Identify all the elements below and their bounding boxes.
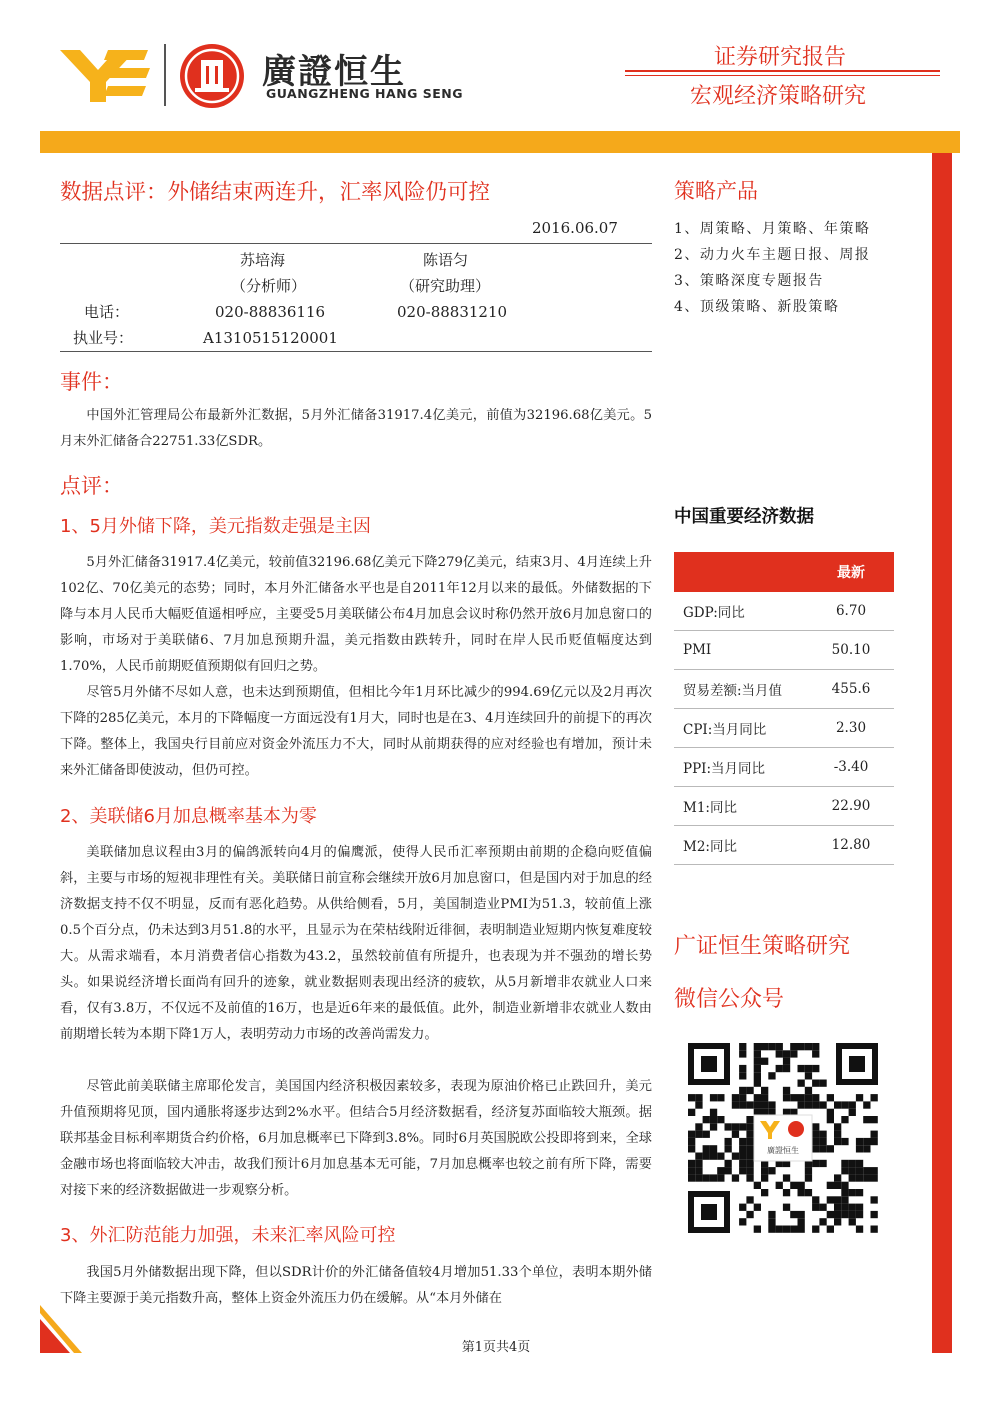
economic-data-table xyxy=(674,552,894,865)
author-role: （研究助理） xyxy=(400,277,491,295)
table-row xyxy=(674,670,894,709)
author-license: A1310515120001 xyxy=(203,329,338,347)
author-phone: 020-88836116 xyxy=(215,303,326,321)
report-date: 2016.06.07 xyxy=(532,219,618,237)
strategy-product-item: 1、周策略、月策略、年策略 xyxy=(674,221,871,237)
event-heading: 事件： xyxy=(60,370,123,394)
section-3-paragraph: 我国5月外储数据出现下降，但以SDR计价的外汇储备值较4月增加51.33个单位，表明本期外储下降主要源于美元指数升高，整体上资金外流压力仍在缓解。从“本月外储在 xyxy=(60,1265,652,1306)
divider xyxy=(60,351,652,352)
table-row xyxy=(674,631,894,670)
indicator-label: PMI xyxy=(674,631,808,670)
indicator-label: M1:同比 xyxy=(674,787,808,826)
strategy-products-title: 策略产品 xyxy=(674,179,758,203)
table-header-row xyxy=(674,552,894,592)
wechat-title: 广证恒生策略研究 xyxy=(674,934,851,959)
header-rule xyxy=(625,75,940,76)
report-subtype: 宏观经济策略研究 xyxy=(690,84,867,109)
section-heading-2: 2、美联储6月加息概率基本为零 xyxy=(60,806,317,827)
table-row xyxy=(674,826,894,865)
indicator-value: 6.70 xyxy=(808,592,894,631)
indicator-value: -3.40 xyxy=(808,748,894,787)
table-header-label xyxy=(674,552,808,592)
strategy-product-item: 4、顶级策略、新股策略 xyxy=(674,299,840,315)
table-row xyxy=(674,709,894,748)
brand-name-cn: 廣證恒生 xyxy=(262,52,406,92)
author-name: 苏培海 xyxy=(240,251,286,269)
right-red-bar xyxy=(932,153,952,1353)
table-header-latest: 最新 xyxy=(808,552,894,592)
report-type: 证券研究报告 xyxy=(714,45,847,70)
section-heading-1: 1、5月外储下降，美元指数走强是主因 xyxy=(60,516,371,537)
comment-heading: 点评： xyxy=(60,474,123,498)
section-1-paragraph: 尽管5月外储不尽如人意，也未达到预期值，但相比今年1月环比减少的994.69亿元以及2月再次下降的285亿美元，本月的下降幅度一方面远没有1月大，同时也是在3、4月连续回升的前提下的再次下降。整体上，我国央行目前应对资金外流压力不大，同时从前期获得的应对经验也有增加，预计未来外汇储备即使波动，但仍可控。 xyxy=(60,685,652,778)
phone-label: 电话： xyxy=(84,303,130,321)
indicator-label: PPI:当月同比 xyxy=(674,748,808,787)
indicator-label: CPI:当月同比 xyxy=(674,709,808,748)
indicator-label: M2:同比 xyxy=(674,826,808,865)
header-band xyxy=(40,131,960,153)
indicator-label: GDP:同比 xyxy=(674,592,808,631)
strategy-product-item: 2、动力火车主题日报、周报 xyxy=(674,247,871,263)
table-row xyxy=(674,592,894,631)
strategy-product-item: 3、策略深度专题报告 xyxy=(674,273,824,289)
economic-data-title: 中国重要经济数据 xyxy=(674,507,814,527)
qr-center-logo xyxy=(754,1115,812,1161)
section-1-paragraph: 5月外汇储备31917.4亿美元，较前值32196.68亿美元下降279亿美元，结束3月、4月连续上升102亿、70亿美元的态势；同时，本月外汇储备水平也是自2011年12月以来的最低。外储数据的下降与本月人民币大幅贬值遥相呼应，主要受5月美联储公布4月加息会议时称仍然开放6月加息窗口的影响，市场对于美联储6、7月加息预期升温，美元指数由跌转升，同时在岸人民币贬值幅度达到1.70%，人民币前期贬值预期似有回归之势。 xyxy=(60,555,652,674)
license-label: 执业号： xyxy=(73,329,134,347)
page-footer: 第1页共4页 xyxy=(461,1340,531,1355)
event-text: 中国外汇管理局公布最新外汇数据，5月外汇储备31917.4亿美元，前值为32196.68亿美元。5月末外汇储备合22751.33亿SDR。 xyxy=(60,408,652,449)
indicator-value: 455.6 xyxy=(808,670,894,709)
report-title: 数据点评：外储结束两连升，汇率风险仍可控 xyxy=(60,180,491,205)
indicator-label: 贸易差额:当月值 xyxy=(674,670,808,709)
section-heading-3: 3、外汇防范能力加强，未来汇率风险可控 xyxy=(60,1225,396,1246)
brand-name-en: GUANGZHENG HANG SENG xyxy=(266,86,464,101)
wechat-qr-code xyxy=(688,1043,878,1233)
table-row xyxy=(674,748,894,787)
author-phone: 020-88831210 xyxy=(397,303,508,321)
seal-icon xyxy=(180,44,244,108)
header-rule xyxy=(625,70,940,72)
section-2-paragraph: 尽管此前美联储主席耶伦发言，美国国内经济积极因素较多，表现为原油价格已止跌回升，美元升值预期将见顶，国内通胀将逐步达到2%水平。但结合5月经济数据看，经济复苏面临较大瓶颈。据联邦基金目标利率期货合约价格，6月加息概率已下降到3.8%。同时6月英国脱欧公投即将到来，全球金融市场也将面临较大冲击，故我们预计6月加息基本无可能，7月加息概率也较之前有所下降，需要对接下来的经济数据做进一步观察分析。 xyxy=(60,1079,652,1198)
qr-brand-text: 廣證恒生 xyxy=(767,1146,799,1155)
author-name: 陈语匀 xyxy=(423,251,469,269)
indicator-value: 50.10 xyxy=(808,631,894,670)
indicator-value: 2.30 xyxy=(808,709,894,748)
section-2-paragraph: 美联储加息议程由3月的偏鸽派转向4月的偏鹰派，使得人民币汇率预期由前期的企稳向贬值偏斜，主要与市场的短视非理性有关。美联储日前宣称会继续开放6月加息窗口，但是国内对于加息的经济数据支持不仅不明显，反而有恶化趋势。从供给侧看，5月，美国制造业PMI为51.3，较前值上涨0.5个百分点，仍未达到3月51.8的水平，且显示为在荣枯线附近徘徊，表明制造业短期内恢复难度较大。从需求端看，本月消费者信心指数为43.2，虽然较前值有所提升，也表现为并不强劲的增长势头。如果说经济增长面尚有回升的迹象，就业数据则表现出经济的疲软，从5月新增非农就业人口来看，仅有3.8万，不仅远不及前值的16万，也是近6年来的最低值。此外，制造业新增非农就业人数由前期增长转为本期下降1万人，表明劳动力市场的改善尚需发力。 xyxy=(60,845,652,1042)
wechat-subtitle: 微信公众号 xyxy=(674,987,785,1012)
author-role: （分析师） xyxy=(231,277,307,295)
indicator-value: 12.80 xyxy=(808,826,894,865)
divider xyxy=(60,243,652,244)
table-row xyxy=(674,787,894,826)
ye-mark-icon xyxy=(60,50,150,102)
indicator-value: 22.90 xyxy=(808,787,894,826)
